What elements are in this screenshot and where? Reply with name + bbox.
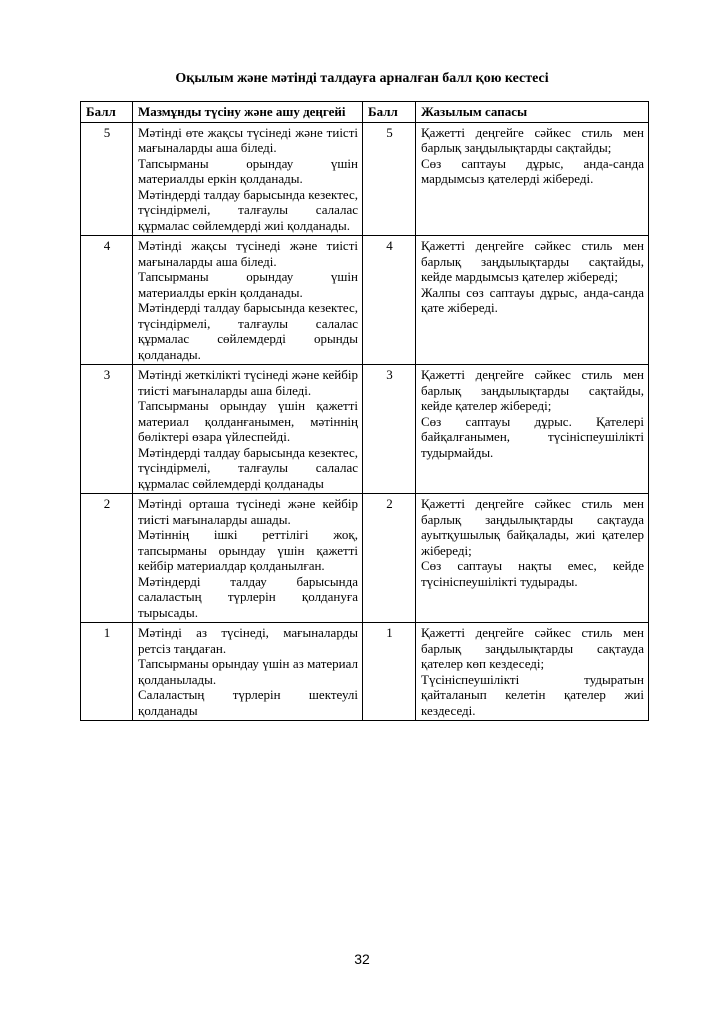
cell-paragraph: Мәтінді орташа түсінеді және кейбір тиісті мағыналарды ашады. (138, 496, 358, 527)
cell-paragraph: Сөз саптауы нақты емес, кейде түсініспеушілікті тудырады. (421, 558, 644, 589)
score-cell: 3 (363, 365, 416, 494)
cell-paragraph: Мәтінді аз түсінеді, мағыналарды ретсіз таңдаған. (138, 625, 358, 656)
header-content: Мазмұнды түсіну және ашу деңгейі (133, 102, 363, 123)
header-writing-quality: Жазылым сапасы (416, 102, 649, 123)
header-score-1: Балл (81, 102, 133, 123)
score-cell: 1 (363, 623, 416, 721)
cell-paragraph: Тапсырманы орындау үшін қажетті материал қолданғанымен, мәтіннің бөліктері өзара үйлеспейді. (138, 398, 358, 444)
writing-cell (416, 122, 649, 236)
header-row (81, 102, 649, 123)
writing-cell (416, 623, 649, 721)
score-cell: 4 (81, 236, 133, 365)
cell-paragraph: Тапсырманы орындау үшін материалды еркін қолданады. (138, 155, 358, 186)
cell-paragraph: Түсініспеушілікті тудыратын қайталанып келетін қателер жиі кездеседі. (421, 671, 644, 718)
table-row (81, 623, 649, 721)
cell-paragraph: Мәтіндерді талдау барысында кезектес, түсіндірмелі, талғаулы салалас құрмалас сөйлемдерді жиі қолданады. (138, 186, 358, 233)
cell-paragraph: Мәтінді жеткілікті түсінеді және кейбір тиісті мағыналарды аша біледі. (138, 367, 358, 398)
content-cell (133, 236, 363, 365)
content-cell (133, 365, 363, 494)
cell-paragraph: Қажетті деңгейге сәйкес стиль мен барлық заңдылықтарды сақтауда қателер көп кездеседі; (421, 625, 644, 671)
cell-paragraph: Қажетті деңгейге сәйкес стиль мен барлық заңдылықтарды сақтауда ауытқушылық байқалады, жиі қателер жібереді; (421, 496, 644, 558)
cell-paragraph: Тапсырманы орындау үшін материалды еркін қолданады. (138, 269, 358, 300)
cell-paragraph: Қажетті деңгейге сәйкес стиль мен барлық заңдылықтарды сақтайды; (421, 124, 644, 155)
writing-cell (416, 365, 649, 494)
cell-paragraph: Қажетті деңгейге сәйкес стиль мен барлық заңдылықтарды сақтайды, кейде мардымсыз қателер жібереді; (421, 238, 644, 284)
writing-cell (416, 494, 649, 623)
table-row (81, 122, 649, 236)
table-row (81, 236, 649, 365)
table-row (81, 365, 649, 494)
content-cell (133, 494, 363, 623)
cell-paragraph: Мәтіннің ішкі реттілігі жоқ, тапсырманы орындау үшін қажетті кейбір материалдар қолданылған. (138, 527, 358, 573)
scoring-table (80, 101, 649, 721)
document-title: Оқылым және мәтінді талдауға арналған балл қою кестесі (175, 71, 549, 86)
cell-paragraph: Мәтіндерді талдау барысында кезектес, түсіндірмелі, талғаулы салалас құрмалас сөйлемдерді қолданады (138, 444, 358, 491)
score-cell: 2 (363, 494, 416, 623)
cell-paragraph: Салаластың түрлерін шектеулі қолданады (138, 687, 358, 718)
score-cell: 5 (81, 122, 133, 236)
cell-paragraph: Сөз саптауы дұрыс. Қателері байқалғанымен, түсініспеушілікті тудырмайды. (421, 413, 644, 460)
page-number: 32 (354, 951, 370, 967)
cell-paragraph: Мәтіндерді талдау барысында салаластың түрлерін қолдануға тырысады. (138, 573, 358, 620)
score-cell: 1 (81, 623, 133, 721)
score-cell: 3 (81, 365, 133, 494)
cell-paragraph: Қажетті деңгейге сәйкес стиль мен барлық заңдылықтарды сақтайды, кейде қателер жібереді; (421, 367, 644, 413)
score-cell: 5 (363, 122, 416, 236)
writing-cell (416, 236, 649, 365)
score-cell: 4 (363, 236, 416, 365)
score-cell: 2 (81, 494, 133, 623)
cell-paragraph: Жалпы сөз саптауы дұрыс, анда-санда қате жібереді. (421, 284, 644, 315)
cell-paragraph: Мәтінді өте жақсы түсінеді және тиісті мағыналарды аша біледі. (138, 124, 358, 155)
cell-paragraph: Сөз саптауы дұрыс, анда-санда мардымсыз қателерді жібереді. (421, 155, 644, 186)
cell-paragraph: Тапсырманы орындау үшін аз материал қолданылады. (138, 656, 358, 687)
cell-paragraph: Мәтіндерді талдау барысында кезектес, түсіндірмелі, талғаулы салалас құрмалас сөйлемдерді орынды қолданады. (138, 300, 358, 362)
header-score-2: Балл (363, 102, 416, 123)
content-cell (133, 122, 363, 236)
cell-paragraph: Мәтінді жақсы түсінеді және тиісті мағыналарды аша біледі. (138, 238, 358, 269)
content-cell (133, 623, 363, 721)
table-row (81, 494, 649, 623)
